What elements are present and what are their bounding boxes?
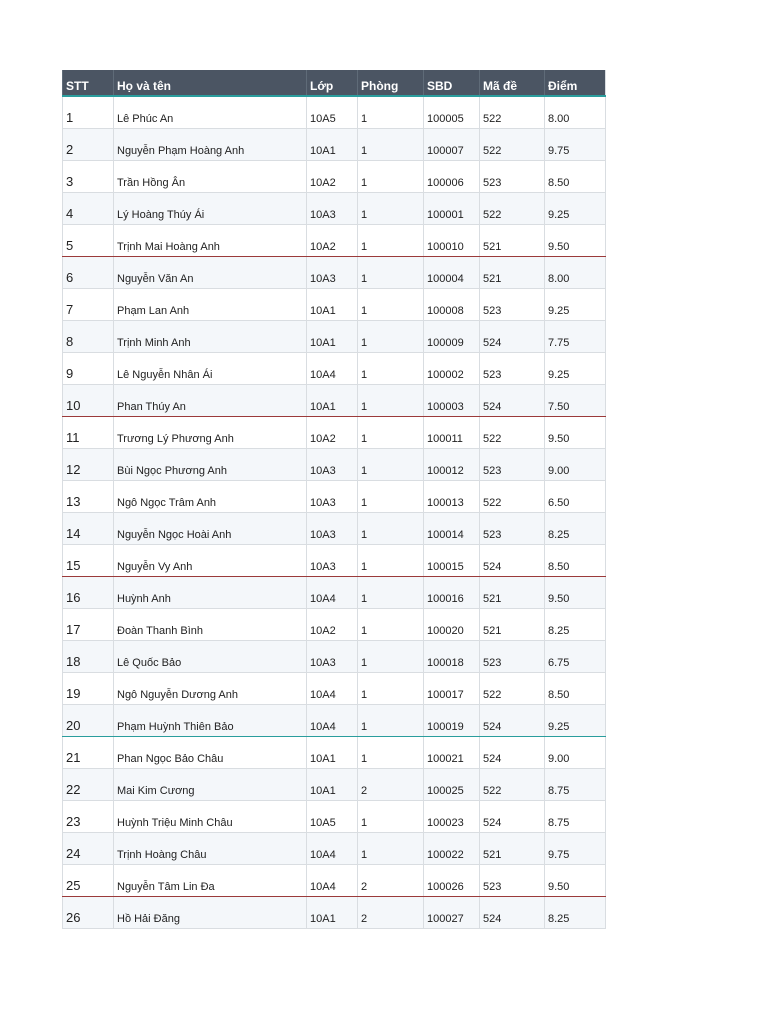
cell-room[interactable]: 1 (357, 545, 423, 576)
cell-stt[interactable]: 1 (62, 97, 113, 128)
cell-sbd[interactable]: 100026 (423, 865, 479, 896)
cell-name[interactable]: Trương Lý Phương Anh (113, 417, 306, 448)
cell-score[interactable]: 6.75 (544, 641, 606, 672)
cell-score[interactable]: 6.50 (544, 481, 606, 512)
cell-sbd[interactable]: 100002 (423, 353, 479, 384)
table-header (62, 70, 606, 97)
cell-stt[interactable]: 10 (62, 385, 113, 416)
table-row (62, 577, 606, 609)
table-row (62, 609, 606, 641)
cell-name[interactable]: Ngô Nguyễn Dương Anh (113, 673, 306, 704)
cell-class[interactable]: 10A1 (306, 289, 357, 320)
cell-class[interactable]: 10A2 (306, 609, 357, 640)
cell-exam-code[interactable]: 522 (479, 673, 544, 704)
table-body (62, 97, 606, 929)
cell-sbd[interactable]: 100025 (423, 769, 479, 800)
cell-exam-code[interactable]: 521 (479, 225, 544, 256)
cell-sbd[interactable]: 100011 (423, 417, 479, 448)
cell-sbd[interactable]: 100020 (423, 609, 479, 640)
cell-score[interactable]: 9.50 (544, 865, 606, 896)
cell-name[interactable]: Trịnh Minh Anh (113, 321, 306, 352)
cell-sbd[interactable]: 100003 (423, 385, 479, 416)
table-row (62, 897, 606, 929)
cell-class[interactable]: 10A3 (306, 641, 357, 672)
cell-room[interactable]: 1 (357, 513, 423, 544)
table-row (62, 513, 606, 545)
cell-score[interactable]: 8.00 (544, 97, 606, 128)
cell-score[interactable]: 7.50 (544, 385, 606, 416)
cell-exam-code[interactable]: 521 (479, 833, 544, 864)
cell-name[interactable]: Lê Quốc Bảo (113, 641, 306, 672)
cell-name[interactable]: Phan Thúy An (113, 385, 306, 416)
cell-room[interactable]: 1 (357, 673, 423, 704)
cell-name[interactable]: Đoàn Thanh Bình (113, 609, 306, 640)
cell-class[interactable]: 10A3 (306, 257, 357, 288)
cell-score[interactable]: 8.75 (544, 769, 606, 800)
cell-stt[interactable]: 15 (62, 545, 113, 576)
cell-sbd[interactable]: 100022 (423, 833, 479, 864)
cell-exam-code[interactable]: 522 (479, 769, 544, 800)
table-row (62, 801, 606, 833)
cell-name[interactable]: Ngô Ngọc Trâm Anh (113, 481, 306, 512)
cell-class[interactable]: 10A3 (306, 449, 357, 480)
cell-name[interactable]: Lý Hoàng Thúy Ái (113, 193, 306, 224)
cell-room[interactable]: 1 (357, 705, 423, 736)
cell-exam-code[interactable]: 524 (479, 385, 544, 416)
cell-exam-code[interactable]: 522 (479, 417, 544, 448)
cell-score[interactable]: 9.75 (544, 833, 606, 864)
cell-room[interactable]: 1 (357, 641, 423, 672)
cell-name[interactable]: Phan Ngọc Bảo Châu (113, 737, 306, 768)
cell-room[interactable]: 2 (357, 897, 423, 928)
cell-sbd[interactable]: 100018 (423, 641, 479, 672)
cell-stt[interactable]: 11 (62, 417, 113, 448)
cell-stt[interactable]: 4 (62, 193, 113, 224)
cell-score[interactable]: 7.75 (544, 321, 606, 352)
cell-room[interactable]: 2 (357, 865, 423, 896)
cell-stt[interactable]: 24 (62, 833, 113, 864)
cell-exam-code[interactable]: 523 (479, 513, 544, 544)
table-row (62, 865, 606, 897)
cell-exam-code[interactable]: 524 (479, 321, 544, 352)
cell-room[interactable]: 1 (357, 129, 423, 160)
cell-name[interactable]: Nguyễn Văn An (113, 257, 306, 288)
table-row (62, 257, 606, 289)
cell-class[interactable]: 10A2 (306, 225, 357, 256)
cell-sbd[interactable]: 100017 (423, 673, 479, 704)
cell-sbd[interactable]: 100023 (423, 801, 479, 832)
cell-class[interactable]: 10A5 (306, 97, 357, 128)
cell-stt[interactable]: 18 (62, 641, 113, 672)
cell-stt[interactable]: 5 (62, 225, 113, 256)
cell-exam-code[interactable]: 524 (479, 705, 544, 736)
cell-class[interactable]: 10A1 (306, 769, 357, 800)
cell-stt[interactable]: 12 (62, 449, 113, 480)
cell-sbd[interactable]: 100010 (423, 225, 479, 256)
cell-class[interactable]: 10A2 (306, 417, 357, 448)
cell-room[interactable]: 2 (357, 769, 423, 800)
cell-sbd[interactable]: 100021 (423, 737, 479, 768)
cell-name[interactable]: Huỳnh Triệu Minh Châu (113, 801, 306, 832)
cell-score[interactable]: 8.25 (544, 897, 606, 928)
cell-sbd[interactable]: 100005 (423, 97, 479, 128)
cell-exam-code[interactable]: 523 (479, 641, 544, 672)
cell-stt[interactable]: 2 (62, 129, 113, 160)
cell-sbd[interactable]: 100015 (423, 545, 479, 576)
cell-score[interactable]: 8.25 (544, 609, 606, 640)
cell-class[interactable]: 10A3 (306, 193, 357, 224)
table-row (62, 481, 606, 513)
cell-room[interactable]: 1 (357, 193, 423, 224)
cell-room[interactable]: 1 (357, 225, 423, 256)
table-row (62, 833, 606, 865)
cell-name[interactable]: Lê Phúc An (113, 97, 306, 128)
cell-name[interactable]: Trịnh Hoàng Châu (113, 833, 306, 864)
cell-name[interactable]: Nguyễn Vy Anh (113, 545, 306, 576)
cell-stt[interactable]: 14 (62, 513, 113, 544)
cell-stt[interactable]: 8 (62, 321, 113, 352)
cell-score[interactable]: 9.25 (544, 193, 606, 224)
cell-sbd[interactable]: 100019 (423, 705, 479, 736)
cell-stt[interactable]: 25 (62, 865, 113, 896)
cell-exam-code[interactable]: 522 (479, 97, 544, 128)
cell-stt[interactable]: 23 (62, 801, 113, 832)
cell-name[interactable]: Nguyễn Phạm Hoàng Anh (113, 129, 306, 160)
cell-name[interactable]: Nguyễn Ngọc Hoài Anh (113, 513, 306, 544)
score-table (62, 70, 606, 929)
cell-class[interactable]: 10A4 (306, 833, 357, 864)
cell-stt[interactable]: 9 (62, 353, 113, 384)
cell-sbd[interactable]: 100001 (423, 193, 479, 224)
table-row (62, 641, 606, 673)
cell-stt[interactable]: 26 (62, 897, 113, 928)
cell-exam-code[interactable]: 523 (479, 449, 544, 480)
cell-score[interactable]: 9.25 (544, 289, 606, 320)
cell-exam-code[interactable]: 524 (479, 737, 544, 768)
cell-stt[interactable]: 17 (62, 609, 113, 640)
cell-score[interactable]: 8.25 (544, 513, 606, 544)
cell-exam-code[interactable]: 523 (479, 161, 544, 192)
cell-class[interactable]: 10A4 (306, 577, 357, 608)
cell-sbd[interactable]: 100027 (423, 897, 479, 928)
cell-stt[interactable]: 6 (62, 257, 113, 288)
cell-stt[interactable]: 19 (62, 673, 113, 704)
table-row (62, 385, 606, 417)
cell-room[interactable]: 1 (357, 257, 423, 288)
cell-room[interactable]: 1 (357, 321, 423, 352)
cell-score[interactable]: 8.50 (544, 545, 606, 576)
table-row (62, 225, 606, 257)
cell-class[interactable]: 10A3 (306, 513, 357, 544)
cell-class[interactable]: 10A4 (306, 865, 357, 896)
header-name[interactable]: Họ và tên (113, 70, 306, 95)
cell-sbd[interactable]: 100007 (423, 129, 479, 160)
cell-name[interactable]: Mai Kim Cương (113, 769, 306, 800)
cell-sbd[interactable]: 100009 (423, 321, 479, 352)
cell-name[interactable]: Bùi Ngọc Phương Anh (113, 449, 306, 480)
cell-room[interactable]: 1 (357, 833, 423, 864)
cell-name[interactable]: Phạm Huỳnh Thiên Bảo (113, 705, 306, 736)
cell-exam-code[interactable]: 521 (479, 609, 544, 640)
table-row (62, 353, 606, 385)
table-row (62, 705, 606, 737)
cell-sbd[interactable]: 100016 (423, 577, 479, 608)
cell-room[interactable]: 1 (357, 801, 423, 832)
cell-room[interactable]: 1 (357, 97, 423, 128)
cell-exam-code[interactable]: 522 (479, 129, 544, 160)
header-stt[interactable]: STT (62, 70, 113, 95)
cell-class[interactable]: 10A4 (306, 673, 357, 704)
cell-score[interactable]: 9.50 (544, 577, 606, 608)
header-room[interactable]: Phòng (357, 70, 423, 95)
cell-name[interactable]: Hồ Hải Đăng (113, 897, 306, 928)
cell-name[interactable]: Huỳnh Anh (113, 577, 306, 608)
header-sbd[interactable]: SBD (423, 70, 479, 95)
cell-exam-code[interactable]: 521 (479, 257, 544, 288)
cell-stt[interactable]: 22 (62, 769, 113, 800)
cell-score[interactable]: 9.50 (544, 417, 606, 448)
cell-sbd[interactable]: 100012 (423, 449, 479, 480)
cell-name[interactable]: Lê Nguyễn Nhân Ái (113, 353, 306, 384)
cell-class[interactable]: 10A1 (306, 737, 357, 768)
table-row (62, 129, 606, 161)
cell-exam-code[interactable]: 523 (479, 865, 544, 896)
cell-score[interactable]: 8.50 (544, 673, 606, 704)
table-row (62, 449, 606, 481)
cell-name[interactable]: Phạm Lan Anh (113, 289, 306, 320)
cell-sbd[interactable]: 100006 (423, 161, 479, 192)
cell-stt[interactable]: 21 (62, 737, 113, 768)
cell-score[interactable]: 9.50 (544, 225, 606, 256)
cell-room[interactable]: 1 (357, 577, 423, 608)
cell-room[interactable]: 1 (357, 353, 423, 384)
cell-class[interactable]: 10A1 (306, 321, 357, 352)
cell-exam-code[interactable]: 521 (479, 577, 544, 608)
cell-score[interactable]: 8.50 (544, 161, 606, 192)
table-row (62, 737, 606, 769)
cell-name[interactable]: Trịnh Mai Hoàng Anh (113, 225, 306, 256)
table-row (62, 193, 606, 225)
cell-stt[interactable]: 20 (62, 705, 113, 736)
table-row (62, 673, 606, 705)
cell-class[interactable]: 10A1 (306, 385, 357, 416)
cell-name[interactable]: Nguyễn Tâm Lin Đa (113, 865, 306, 896)
cell-room[interactable]: 1 (357, 161, 423, 192)
cell-stt[interactable]: 16 (62, 577, 113, 608)
cell-exam-code[interactable]: 522 (479, 193, 544, 224)
cell-sbd[interactable]: 100014 (423, 513, 479, 544)
cell-room[interactable]: 1 (357, 289, 423, 320)
cell-exam-code[interactable]: 523 (479, 353, 544, 384)
cell-class[interactable]: 10A1 (306, 897, 357, 928)
cell-exam-code[interactable]: 522 (479, 481, 544, 512)
cell-score[interactable]: 9.00 (544, 449, 606, 480)
cell-score[interactable]: 9.00 (544, 737, 606, 768)
cell-class[interactable]: 10A5 (306, 801, 357, 832)
cell-class[interactable]: 10A3 (306, 545, 357, 576)
cell-class[interactable]: 10A4 (306, 353, 357, 384)
table-row (62, 97, 606, 129)
cell-class[interactable]: 10A3 (306, 481, 357, 512)
cell-room[interactable]: 1 (357, 481, 423, 512)
table-row (62, 545, 606, 577)
cell-stt[interactable]: 3 (62, 161, 113, 192)
cell-score[interactable]: 8.75 (544, 801, 606, 832)
cell-class[interactable]: 10A2 (306, 161, 357, 192)
cell-sbd[interactable]: 100008 (423, 289, 479, 320)
header-class[interactable]: Lớp (306, 70, 357, 95)
cell-stt[interactable]: 7 (62, 289, 113, 320)
header-score[interactable]: Điểm (544, 70, 606, 95)
cell-name[interactable]: Trần Hồng Ân (113, 161, 306, 192)
cell-score[interactable]: 9.25 (544, 705, 606, 736)
cell-sbd[interactable]: 100004 (423, 257, 479, 288)
table-row (62, 161, 606, 193)
header-exam-code[interactable]: Mã đề (479, 70, 544, 95)
cell-score[interactable]: 9.75 (544, 129, 606, 160)
cell-score[interactable]: 9.25 (544, 353, 606, 384)
cell-room[interactable]: 1 (357, 609, 423, 640)
cell-exam-code[interactable]: 524 (479, 545, 544, 576)
table-row (62, 289, 606, 321)
cell-score[interactable]: 8.00 (544, 257, 606, 288)
cell-exam-code[interactable]: 523 (479, 289, 544, 320)
cell-stt[interactable]: 13 (62, 481, 113, 512)
cell-sbd[interactable]: 100013 (423, 481, 479, 512)
cell-exam-code[interactable]: 524 (479, 801, 544, 832)
cell-class[interactable]: 10A1 (306, 129, 357, 160)
table-row (62, 321, 606, 353)
cell-class[interactable]: 10A4 (306, 705, 357, 736)
cell-room[interactable]: 1 (357, 449, 423, 480)
cell-room[interactable]: 1 (357, 417, 423, 448)
cell-exam-code[interactable]: 524 (479, 897, 544, 928)
cell-room[interactable]: 1 (357, 737, 423, 768)
cell-room[interactable]: 1 (357, 385, 423, 416)
table-row (62, 417, 606, 449)
table-row (62, 769, 606, 801)
